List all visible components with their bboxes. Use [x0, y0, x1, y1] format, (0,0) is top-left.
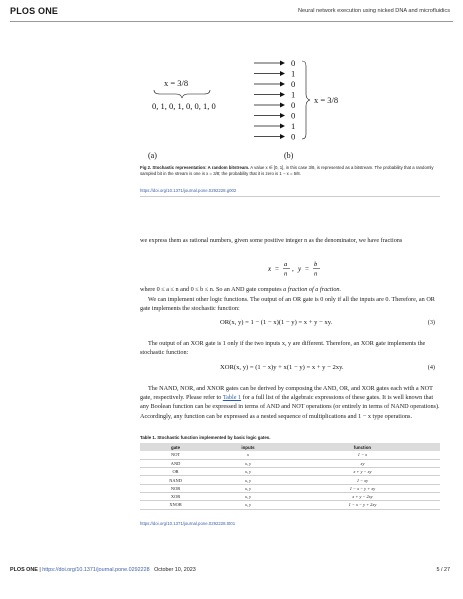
cell-function: 1 − x − y + 2xy: [285, 501, 440, 509]
equation-or-number: (3): [427, 319, 435, 326]
paragraph-xor: The output of an XOR gate is 1 only if the two inputs x, y are different. Therefore, an XOR gate implements the stochastic function:: [140, 340, 426, 357]
cell-function: 1 − x − y + xy: [285, 484, 440, 492]
footer-separator: |: [37, 567, 43, 573]
header-divider: [10, 21, 453, 22]
cell-function: xy: [285, 459, 440, 467]
bit-4: 1: [291, 89, 296, 100]
equation-xor-number: (4): [427, 364, 435, 371]
table-row: [140, 451, 440, 459]
cell-gate: OR: [140, 468, 211, 476]
svg-text:x: x: [268, 265, 272, 273]
caption-label: Fig 2. Stochastic representation: A random bitstream.: [140, 165, 250, 170]
cell-gate: AND: [140, 459, 211, 467]
table1-link[interactable]: Table 1: [222, 394, 242, 402]
svg-text:=: =: [275, 265, 279, 273]
bit-6: 0: [291, 110, 296, 121]
figure-caption: [140, 165, 440, 177]
cell-function: 1 − xy: [285, 476, 440, 484]
svg-text:b: b: [314, 261, 318, 268]
paragraph-or: We can implement other logic functions. The output of an OR gate is 0 only if all the inputs are 0. Therefore, an OR gate implements the stochastic function:: [140, 296, 435, 313]
table-header: gate: [140, 443, 211, 451]
paragraph-where: where 0 ≤ a ≤ n and 0 ≤ b ≤ n. So an AND gate computes a fraction of a fraction.: [140, 286, 342, 293]
bit-3: 0: [291, 79, 296, 89]
footer-doi-link[interactable]: https://doi.org/10.1371/journal.pone.0292228: [42, 567, 150, 573]
bit-1: 0: [291, 58, 296, 68]
cell-gate: NOT: [140, 451, 211, 459]
svg-text:a: a: [284, 261, 288, 268]
figure-stream: 0, 1, 0, 1, 0, 0, 1, 0: [152, 101, 216, 111]
table-doi-link[interactable]: https://doi.org/10.1371/journal.pone.0292228.t001: [140, 521, 236, 526]
svg-text:=: =: [305, 265, 309, 273]
figure-doi-link[interactable]: https://doi.org/10.1371/journal.pone.0292228.g002: [140, 188, 237, 193]
figure-brace: [154, 90, 210, 98]
bit-5: 0: [291, 100, 296, 110]
cell-inputs: x, y: [211, 492, 285, 500]
table-row: [140, 492, 440, 500]
figure-brace-right: [302, 61, 310, 139]
figure-bits: [291, 58, 295, 142]
table-caption: Table 1. Stochastic function implemented by basic logic gates.: [140, 435, 271, 440]
cell-inputs: x, y: [211, 501, 285, 509]
panel-b-label: (b): [284, 151, 294, 160]
fraction-equation-graphic: [268, 258, 338, 280]
svg-text:y: y: [298, 265, 302, 273]
footer-date: October 10, 2023: [154, 567, 196, 573]
svg-text:,: ,: [292, 265, 294, 273]
paragraph-nand: The NAND, NOR, and XNOR gates can be derived by composing the AND, OR, and XOR gates each with a NOT gate, respectively. Please refer to Table 1 for a full list of the algebraic expressions of these gates. It is well known that any Boolean function can be expressed in terms of AND and NOT operations (or entirely in terms of NAND operations). Accordingly, any function can be expressed as a nested sequence of multiplications and 1 − x type operations.: [140, 385, 440, 420]
caption-text: A value x ∈ [0, 1], in this case 3/8, is represented as a bitstream. The probability that a randomly sampled bit in the stream is one is x = 3/8; the probability that it is zero is 1 − x = 5/8.: [140, 165, 434, 176]
cell-inputs: x, y: [211, 476, 285, 484]
svg-text:n: n: [284, 270, 288, 278]
figure-bitstream: [140, 56, 380, 164]
figure-x-label: x = 3/8: [164, 78, 189, 88]
cell-gate: XNOR: [140, 501, 211, 509]
running-title: Neural network execution using nicked DNA and microfluidics: [297, 8, 450, 14]
figure-arrows: [254, 61, 285, 140]
footer-journal: PLOS ONE: [10, 567, 38, 573]
table-row: [140, 484, 440, 492]
bit-8: 0: [291, 131, 296, 142]
cell-inputs: x, y: [211, 468, 285, 476]
page-number: 5 / 27: [436, 567, 450, 573]
svg-text:n: n: [314, 270, 318, 278]
cell-inputs: x, y: [211, 459, 285, 467]
table-header: inputs: [211, 443, 285, 451]
table-row: [140, 468, 440, 476]
table-header-row: [140, 443, 440, 451]
table-row: [140, 476, 440, 484]
cell-function: x + y − 2xy: [285, 492, 440, 500]
table-row: [140, 459, 440, 467]
fraction-equation: [268, 258, 338, 282]
equation-or: OR(x, y) = 1 − (1 − x)(1 − y) = x + y − xy.: [220, 319, 333, 326]
bit-7: 1: [291, 121, 296, 131]
cell-function: 1 − x: [285, 451, 440, 459]
figure-x-label-b: x = 3/8: [314, 95, 339, 105]
figure-divider: [140, 196, 440, 197]
logic-gates-table: [140, 443, 440, 510]
cell-function: x + y − xy: [285, 468, 440, 476]
panel-a-label: (a): [148, 151, 157, 160]
cell-gate: NOR: [140, 484, 211, 492]
table-header: function: [285, 443, 440, 451]
page-footer: [10, 567, 196, 573]
equation-xor: XOR(x, y) = (1 − x)y + x(1 − y) = x + y − 2xy.: [220, 364, 344, 371]
cell-inputs: x: [211, 451, 285, 459]
bit-2: 1: [291, 68, 296, 79]
cell-gate: NAND: [140, 476, 211, 484]
cell-gate: XOR: [140, 492, 211, 500]
table-row: [140, 501, 440, 509]
journal-name: PLOS ONE: [10, 6, 59, 16]
cell-inputs: x, y: [211, 484, 285, 492]
paragraph-intro: we express them as rational numbers, given some positive integer n as the denominator, we have fractions: [140, 237, 403, 244]
